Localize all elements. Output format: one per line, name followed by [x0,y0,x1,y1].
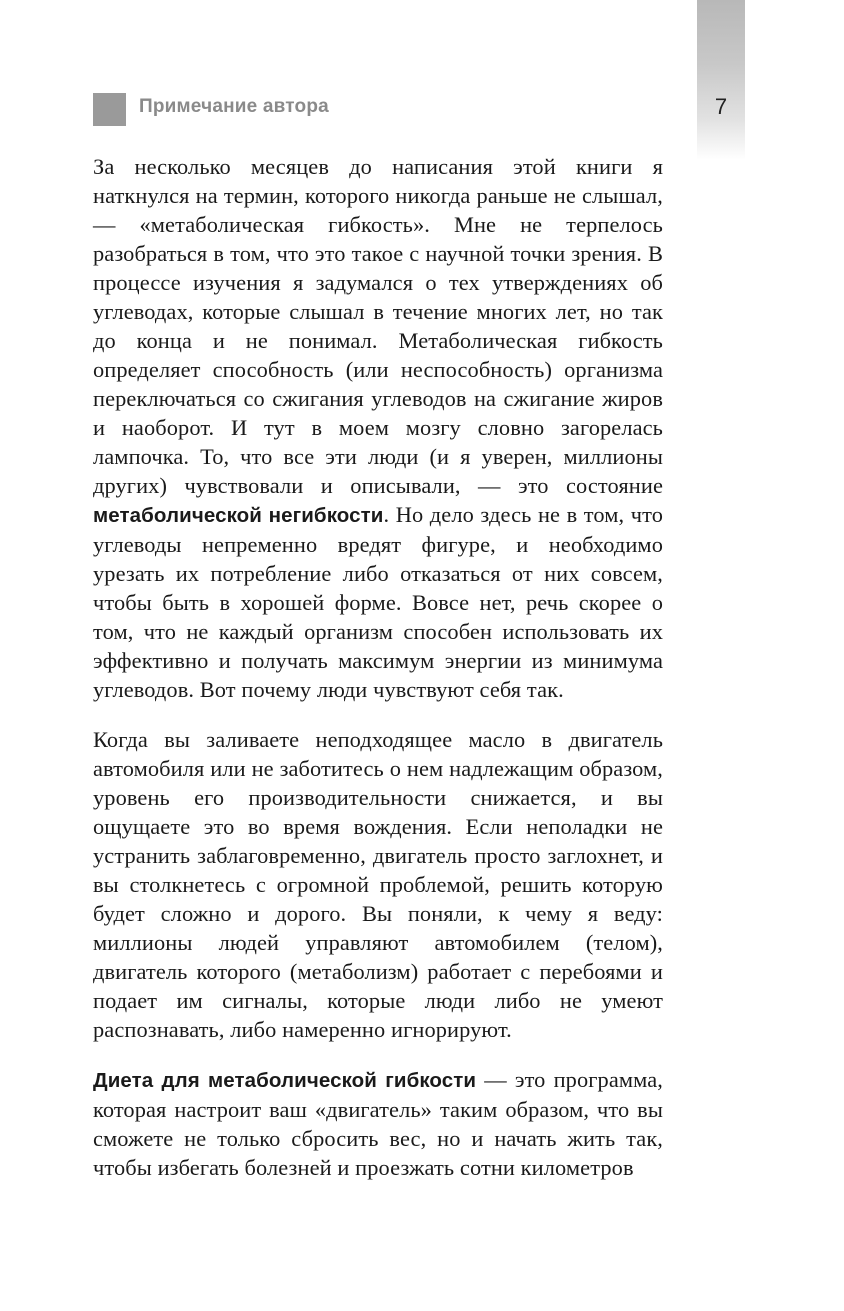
paragraph-1-text-b: . Но дело здесь не в том, что углеводы непременно вредят фигуре, и необходимо урезать их потребление либо отказаться от них совсем, чтобы быть в хорошей форме. Вовсе нет, речь скорее о том, что не каждый организм способен использовать их эффективно и получать максимум энергии из минимума углеводов. Вот почему люди чувствуют себя так. [93,502,663,702]
paragraph-3-bold-term: Диета для метаболической гибкости [93,1069,477,1092]
paragraph-2: Когда вы заливаете неподходящее масло в двигатель автомобиля или не заботитесь о нем надлежащим образом, уровень его производительности снижается, и вы ощущаете это во время вождения. Если неполадки не устранить заблаговременно, двигатель просто заглохнет, и вы столкнетесь с огромной проблемой, решить которую будет сложно и дорого. Вы поняли, к чему я веду: миллионы людей управляют автомобилем (телом), двигатель которого (метаболизм) работает с перебоями и подает им сигналы, которые люди либо не умеют распознавать, либо намеренно игнорируют. [93,727,663,1042]
page-number: 7 [714,94,728,119]
paragraph-1 [93,152,663,704]
running-title: Примечание автора [139,96,329,117]
paragraph-1-bold-term: метаболической негибкости [93,504,384,527]
paragraph-1-text-a: За несколько месяцев до написания этой книги я наткнулся на термин, которого никогда раньше не слышал, — «метаболическая гибкость». Мне не терпелось разобраться в том, что это такое с научной точки зрения. В процессе изучения я задумался о тех утверждениях об углеводах, которые слышал в течение многих лет, но так до конца и не понимал. Метаболическая гибкость определяет способность (или неспособность) организма переключаться со сжигания углеводов на сжигание жиров и наоборот. И тут в моем мозгу словно загорелась лампочка. То, что все эти люди (и я уверен, миллионы других) чувствовали и описывали, — это состояние [93,154,663,498]
header-marker-square [93,93,126,126]
paragraph-3 [93,1065,663,1182]
page-corner-tab [697,0,745,160]
body-text [93,152,663,1182]
paragraph-3-text: — это программа, которая настроит ваш «двигатель» таким образом, что вы сможете не только сбросить вес, но и начать жить так, чтобы избегать болезней и проезжать сотни километров [93,1067,663,1180]
